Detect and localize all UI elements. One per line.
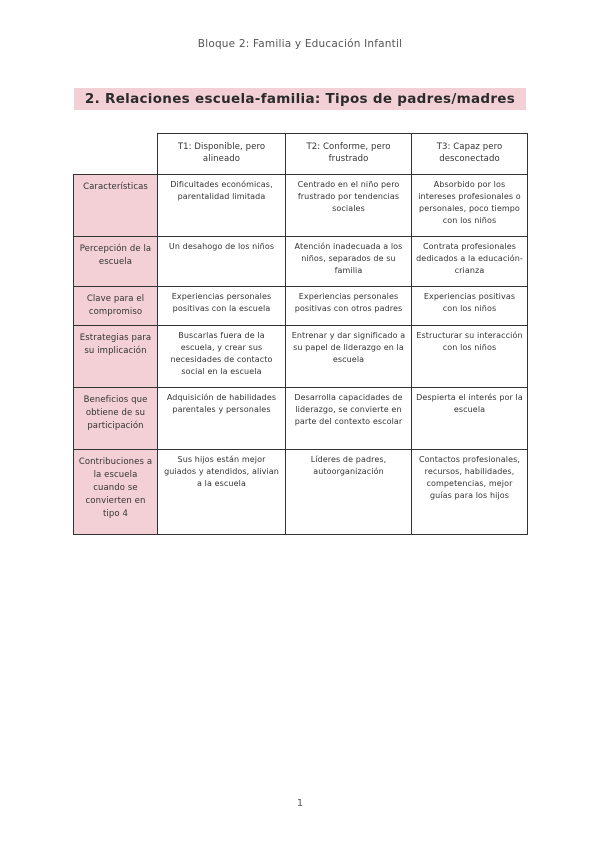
table-cell: Adquisición de habilidades parentales y personales — [158, 388, 286, 450]
table-cell: Experiencias positivas con los niños — [412, 287, 528, 326]
table-row — [74, 326, 528, 388]
table-cell: Un desahogo de los niños — [158, 237, 286, 287]
table-row — [74, 450, 528, 535]
column-header-t1: T1: Disponible, pero alineado — [158, 134, 286, 175]
table-cell: Centrado en el niño pero frustrado por tendencias sociales — [286, 175, 412, 237]
table-row — [74, 237, 528, 287]
table-cell: Experiencias personales positivas con otros padres — [286, 287, 412, 326]
section-title: 2. Relaciones escuela-familia: Tipos de padres/madres — [74, 88, 526, 110]
table-cell: Atención inadecuada a los niños, separados de su familia — [286, 237, 412, 287]
table-cell: Sus hijos están mejor guiados y atendidos, alivian a la escuela — [158, 450, 286, 535]
table-cell: Desarrolla capacidades de liderazgo, se convierte en parte del contexto escolar — [286, 388, 412, 450]
table-cell: Líderes de padres, autoorganización — [286, 450, 412, 535]
table-cell: Entrenar y dar significado a su papel de liderazgo en la escuela — [286, 326, 412, 388]
running-header: Bloque 2: Familia y Educación Infantil — [197, 38, 403, 50]
table-cell: Absorbido por los intereses profesionales o personales, poco tiempo con los niños — [412, 175, 528, 237]
table-cell: Dificultades económicas, parentalidad limitada — [158, 175, 286, 237]
table-row — [74, 388, 528, 450]
page-number: 1 — [296, 798, 304, 809]
table-cell: Experiencias personales positivas con la escuela — [158, 287, 286, 326]
row-header-caracteristicas: Características — [74, 175, 158, 237]
column-header-t2: T2: Conforme, pero frustrado — [286, 134, 412, 175]
row-header-percepcion: Percepción de la escuela — [74, 237, 158, 287]
column-header-t3: T3: Capaz pero desconectado — [412, 134, 528, 175]
table-cell: Buscarlas fuera de la escuela, y crear sus necesidades de contacto social en la escuela — [158, 326, 286, 388]
row-header-clave: Clave para el compromiso — [74, 287, 158, 326]
row-header-estrategias: Estrategias para su implicación — [74, 326, 158, 388]
row-header-contribuciones: Contribuciones a la escuela cuando se convierten en tipo 4 — [74, 450, 158, 535]
table-cell: Estructurar su interacción con los niños — [412, 326, 528, 388]
table-cell: Contrata profesionales dedicados a la educación-crianza — [412, 237, 528, 287]
table-cell: Despierta el interés por la escuela — [412, 388, 528, 450]
table-header-row — [74, 134, 528, 175]
table-row — [74, 175, 528, 237]
table-row — [74, 287, 528, 326]
parent-types-table — [73, 133, 528, 535]
table-cell: Contactos profesionales, recursos, habilidades, competencias, mejor guías para los hijos — [412, 450, 528, 535]
corner-cell — [74, 134, 158, 175]
row-header-beneficios: Beneficios que obtiene de su participación — [74, 388, 158, 450]
